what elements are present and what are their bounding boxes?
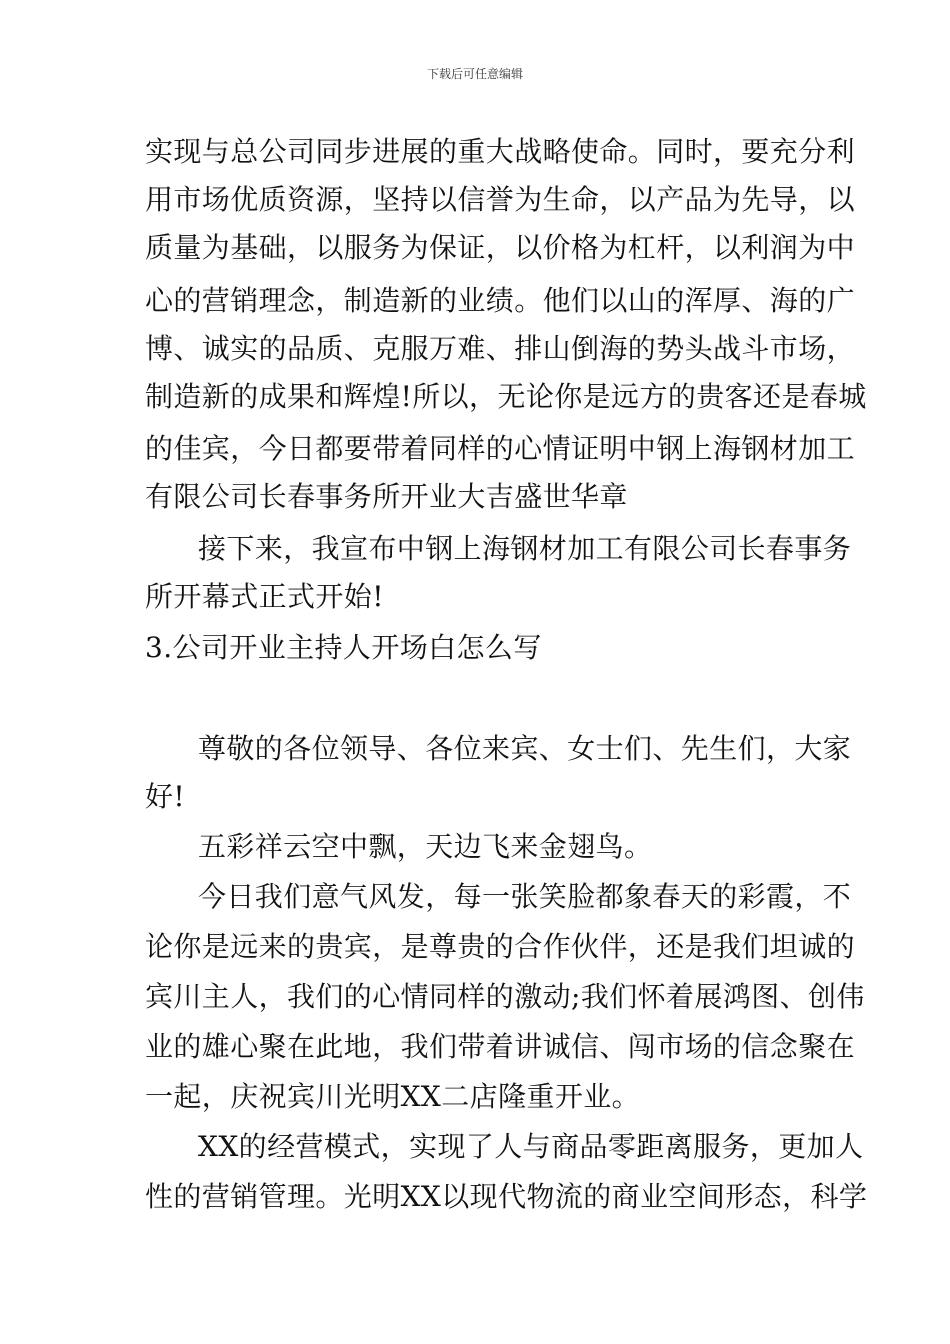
text-line: 一起，庆祝宾川光明XX二店隆重开业。 bbox=[145, 1080, 641, 1113]
text-line: 业的雄心聚在此地，我们带着讲诚信、闯市场的信念聚在 bbox=[145, 1030, 856, 1063]
text-line: 实现与总公司同步进展的重大战略使命。同时，要充分利 bbox=[145, 135, 856, 168]
text-line: 有限公司长春事务所开业大吉盛世华章 bbox=[145, 480, 628, 513]
text-line: 接下来，我宣布中钢上海钢材加工有限公司长春事务 bbox=[198, 532, 852, 565]
text-line: 心的营销理念，制造新的业绩。他们以山的浑厚、海的广 bbox=[145, 284, 856, 317]
text-line: 所开幕式正式开始! bbox=[145, 580, 384, 613]
page-header: 下载后可任意编辑 bbox=[426, 67, 523, 81]
text-line: 制造新的成果和辉煌!所以，无论你是远方的贵客还是春城 bbox=[145, 380, 867, 413]
text-line: 质量为基础，以服务为保证，以价格为杠杆，以利润为中 bbox=[145, 231, 856, 264]
text-line: 的佳宾，今日都要带着同样的心情证明中钢上海钢材加工 bbox=[145, 432, 856, 465]
text-line: 好! bbox=[145, 780, 186, 813]
text-line: 尊敬的各位领导、各位来宾、女士们、先生们，大家 bbox=[198, 732, 852, 765]
text-line: XX的经营模式，实现了人与商品零距离服务，更加人 bbox=[198, 1130, 864, 1163]
text-line: 五彩祥云空中飘，天边飞来金翅鸟。 bbox=[198, 830, 653, 863]
text-line: 宾川主人，我们的心情同样的激动;我们怀着展鸿图、创伟 bbox=[145, 980, 865, 1013]
text-line: 性的营销管理。光明XX以现代物流的商业空间形态，科学 bbox=[145, 1180, 868, 1213]
text-line: 今日我们意气风发，每一张笑脸都象春天的彩霞，不 bbox=[198, 880, 852, 913]
section-heading: 3.公司开业主持人开场白怎么写 bbox=[145, 631, 542, 664]
text-line: 用市场优质资源，坚持以信誉为生命，以产品为先导，以 bbox=[145, 183, 856, 216]
text-line: 博、诚实的品质、克服万难、排山倒海的势头战斗市场， bbox=[145, 332, 856, 365]
text-line: 论你是远来的贵宾，是尊贵的合作伙伴，还是我们坦诚的 bbox=[145, 930, 856, 963]
